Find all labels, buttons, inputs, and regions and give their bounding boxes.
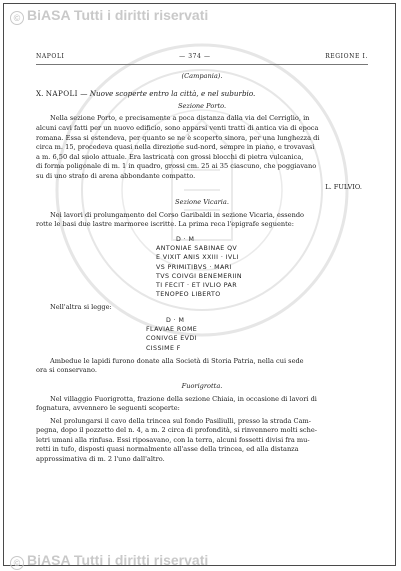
text-line: alcuni cavi fatti per un nuovo edificio, sono apparsi venti tratti di antica via di epoca <box>36 123 319 132</box>
text-line: Nel prolungarsi il cavo della trincea sul fondo Pasiliulli, presso la strada Cam- <box>50 416 311 425</box>
text-line: circa m. 15, procedeva quasi nella direzione sud-nord, sempre in piano, e trovavasi <box>36 143 315 152</box>
text-line: retti in tufo, disposti quasi normalmente all'asse della trincea, ed alla distanza <box>36 445 299 454</box>
epigraph-inscription-1 <box>156 235 368 299</box>
header-right: REGIONE I. <box>325 53 368 60</box>
epigraph-line: CISSIME F <box>146 344 181 352</box>
epigraph-line: TI FECIT · ET IVLIO PAR <box>156 281 238 289</box>
running-header <box>36 52 368 65</box>
text-line-between: Nell'altra si legge: <box>50 303 112 312</box>
text-line: ora si conservano. <box>36 366 97 375</box>
text-line: letri umani alla rinfusa. Essi riposavano, con la terra, alcuni fossetti divisi fra mu- <box>36 435 310 444</box>
watermark-bottom <box>10 552 208 570</box>
heading-porto: Sezione Porto. <box>177 101 227 110</box>
header-left: NAPOLI <box>36 53 65 60</box>
section-title <box>36 89 368 99</box>
text-line: rotte le basi due lastre marmoree iscritte. La prima reca l'epigrafe seguente: <box>36 220 294 229</box>
epigraph-line: CONIVGE EVDI <box>146 335 197 343</box>
text-line: su di uno strato di arena abbondante compatto. <box>36 171 196 180</box>
paragraph-fuorigrotta-2 <box>36 417 368 465</box>
watermark-top <box>10 7 208 25</box>
epigraph-inscription-2 <box>146 316 368 353</box>
epigraph-line: FLAVIAE ROME <box>146 326 198 334</box>
epigraph-line: D · M <box>176 235 195 243</box>
text-line: romana. Essa si estendeva, per quanto se ne è scoperto sinora, per una lunghezza di <box>36 133 320 142</box>
section-place: NAPOLI <box>45 89 78 99</box>
heading-vicaria: Sezione Vicaria. <box>175 198 229 207</box>
text-line: Nei lavori di prolungamento del Corso Garibaldi in sezione Vicaria, essendo <box>50 210 305 219</box>
epigraph-line: VS PRIMITIBVS · MARI <box>156 263 232 271</box>
paragraph-after-epigraphs <box>36 357 368 376</box>
epigraph-line: ANTONIAE SABINAE QV <box>156 245 238 253</box>
document-page <box>36 52 368 465</box>
section-number: X. <box>36 89 44 99</box>
text-line: Ambedue le lapidi furono donate alla Società di Storia Patria, nella cui sede <box>50 356 304 365</box>
watermark-top-text: BiASA Tutti i diritti riservati <box>27 7 209 23</box>
text-line: Nel villaggio Fuorigrotta, frazione della sezione Chiaia, in occasione di lavori di <box>50 394 317 403</box>
text-line: fognatura, avvennero le seguenti scoperte: <box>36 404 180 413</box>
text-line: approssimativa di m. 2 l'uno dall'altro. <box>36 455 165 464</box>
paragraph-fuorigrotta <box>36 395 368 414</box>
text-line: di forma poligonale di m. 1 in quadro, grossi cm. 25 ai 35 ciascuno, che poggiavano <box>36 162 317 171</box>
copyright-icon: © <box>10 11 24 25</box>
watermark-bottom-text: BiASA Tutti i diritti riservati <box>27 552 209 568</box>
region-continuation: (Campania). <box>181 71 223 80</box>
copyright-icon: © <box>10 556 24 570</box>
text-line: pegna, dopo il pozzetto del n. 4, a m. 2 circa di profondità, si rinvennero molti sche- <box>36 426 318 435</box>
paragraph-porto <box>36 114 368 181</box>
text-line: Nella sezione Porto, e precisamente a poca distanza dalla via del Cerriglio, in <box>50 114 310 123</box>
author-signature: L. FULVIO. <box>325 182 362 191</box>
epigraph-line: E VIXIT ANIS XXIII · IVLI <box>156 254 239 262</box>
epigraph-line: TENOPEO LIBERTO <box>156 291 221 299</box>
page-number: — 374 — <box>179 53 211 60</box>
paragraph-vicaria <box>36 211 368 230</box>
section-description: — Nuove scoperte entro la città, e nel suburbio. <box>80 89 256 99</box>
heading-fuorigrotta: Fuorigrotta. <box>181 381 223 390</box>
text-line: a m. 6,50 dal suolo attuale. Era lastricata con grossi blocchi di pietra vulcanica, <box>36 152 304 161</box>
epigraph-line: D · M <box>166 316 185 324</box>
epigraph-line: TVS COIVGI BENEMERIIN <box>156 272 243 280</box>
